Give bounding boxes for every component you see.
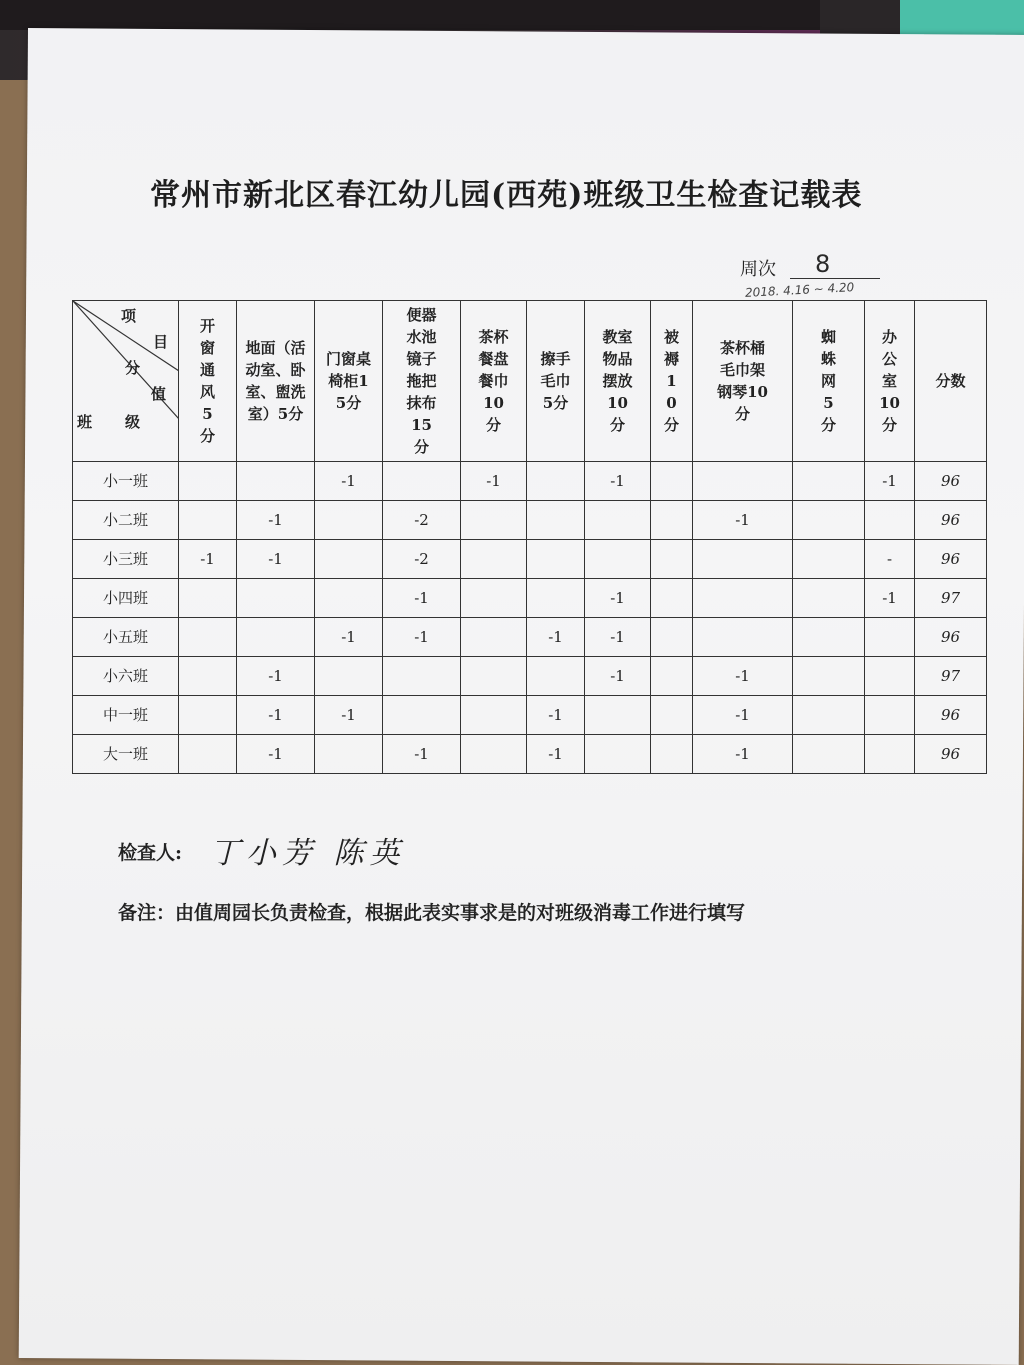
inspector-signature: 丁小芳 陈英: [210, 836, 406, 871]
deduction-cell: [865, 618, 915, 657]
deduction-cell: [585, 696, 651, 735]
deduction-cell: [793, 462, 865, 501]
deduction-cell: -1: [693, 735, 793, 774]
corner-class-char2: 级: [125, 413, 141, 431]
document-title: 常州市新北区春江幼儿园(西苑)班级卫生检查记载表: [150, 178, 863, 213]
corner-item-char: 项: [121, 307, 137, 325]
deduction-cell: [585, 735, 651, 774]
deduction-cell: -1: [527, 696, 585, 735]
deduction-cell: [179, 696, 237, 735]
deduction-cell: [179, 579, 237, 618]
deduction-cell: [461, 657, 527, 696]
deduction-cell: -1: [315, 618, 383, 657]
deduction-cell: -1: [693, 657, 793, 696]
deduction-cell: [585, 540, 651, 579]
col-header-window: 开窗通风5分: [179, 301, 237, 462]
col-header-toilet: 便器水池镜子拖把抹布15分: [383, 301, 461, 462]
deduction-cell: [461, 501, 527, 540]
deduction-cell: [527, 462, 585, 501]
deduction-cell: [793, 696, 865, 735]
corner-score-char: 分: [125, 359, 141, 377]
week-value: 8: [815, 250, 831, 278]
row-score-cell: 97: [915, 579, 987, 618]
header-row: [73, 301, 987, 462]
deduction-cell: [527, 540, 585, 579]
table-row: [73, 579, 987, 618]
deduction-cell: -1: [865, 579, 915, 618]
inspector-label: 检查人:: [118, 842, 183, 864]
deduction-cell: [383, 462, 461, 501]
date-note: 2018. 4.16 ~ 4.20: [744, 280, 855, 300]
table-row: [73, 618, 987, 657]
row-class-name: 小一班: [73, 462, 179, 501]
deduction-cell: [793, 540, 865, 579]
deduction-cell: [527, 657, 585, 696]
row-class-name: 小二班: [73, 501, 179, 540]
deduction-cell: -1: [693, 501, 793, 540]
deduction-cell: -1: [315, 696, 383, 735]
deduction-cell: -1: [461, 462, 527, 501]
remark-text: 备注：由值周园长负责检查，根据此表实事求是的对班级消毒工作进行填写: [118, 902, 746, 924]
deduction-cell: [865, 735, 915, 774]
week-label: 周次: [740, 259, 776, 280]
table-row: [73, 540, 987, 579]
deduction-cell: -1: [383, 618, 461, 657]
background-dark-strip: [0, 0, 830, 30]
table-body: [73, 462, 987, 774]
deduction-cell: [693, 462, 793, 501]
deduction-cell: -1: [315, 462, 383, 501]
table-row: [73, 501, 987, 540]
corner-item-char2: 目: [153, 333, 169, 351]
deduction-cell: [527, 501, 585, 540]
deduction-cell: -1: [237, 501, 315, 540]
deduction-cell: -1: [527, 618, 585, 657]
deduction-cell: [461, 540, 527, 579]
deduction-cell: [461, 735, 527, 774]
col-header-bedding: 被褥10分: [651, 301, 693, 462]
deduction-cell: [315, 657, 383, 696]
deduction-cell: [651, 735, 693, 774]
deduction-cell: [527, 579, 585, 618]
col-header-cup-bucket: 茶杯桶毛巾架钢琴10分: [693, 301, 793, 462]
deduction-cell: [461, 618, 527, 657]
row-class-name: 小四班: [73, 579, 179, 618]
deduction-cell: [179, 618, 237, 657]
col-header-cobweb: 蜘蛛网5分: [793, 301, 865, 462]
row-class-name: 大一班: [73, 735, 179, 774]
col-header-cups: 茶杯餐盘餐巾10分: [461, 301, 527, 462]
deduction-cell: [651, 501, 693, 540]
deduction-cell: [865, 657, 915, 696]
deduction-cell: [179, 735, 237, 774]
row-class-name: 小五班: [73, 618, 179, 657]
deduction-cell: [585, 501, 651, 540]
deduction-cell: -1: [237, 540, 315, 579]
table-row: [73, 735, 987, 774]
deduction-cell: [793, 501, 865, 540]
deduction-cell: [651, 696, 693, 735]
corner-header-cell: [73, 301, 179, 462]
deduction-cell: -1: [585, 579, 651, 618]
deduction-cell: [179, 501, 237, 540]
deduction-cell: [793, 735, 865, 774]
corner-score-char2: 值: [151, 385, 167, 403]
deduction-cell: -1: [585, 618, 651, 657]
deduction-cell: [693, 540, 793, 579]
deduction-cell: [793, 579, 865, 618]
deduction-cell: [651, 462, 693, 501]
row-score-cell: 96: [915, 735, 987, 774]
deduction-cell: -1: [383, 735, 461, 774]
row-score-cell: 96: [915, 540, 987, 579]
deduction-cell: -1: [527, 735, 585, 774]
deduction-cell: [315, 540, 383, 579]
deduction-cell: [651, 579, 693, 618]
col-header-office: 办公室10分: [865, 301, 915, 462]
deduction-cell: [693, 579, 793, 618]
deduction-cell: [865, 501, 915, 540]
row-score-cell: 96: [915, 501, 987, 540]
table-row: [73, 657, 987, 696]
col-header-floor: 地面（活动室、卧室、盥洗室）5分: [237, 301, 315, 462]
deduction-cell: [315, 735, 383, 774]
deduction-cell: -1: [585, 657, 651, 696]
deduction-cell: -1: [237, 696, 315, 735]
deduction-cell: [237, 462, 315, 501]
deduction-cell: [651, 618, 693, 657]
deduction-cell: [793, 657, 865, 696]
table-row: [73, 462, 987, 501]
deduction-cell: -: [865, 540, 915, 579]
deduction-cell: [693, 618, 793, 657]
deduction-cell: [461, 579, 527, 618]
col-header-score: 分数: [915, 301, 987, 462]
deduction-cell: [865, 696, 915, 735]
deduction-cell: [315, 501, 383, 540]
row-class-name: 小三班: [73, 540, 179, 579]
deduction-cell: -1: [693, 696, 793, 735]
deduction-cell: -1: [383, 579, 461, 618]
deduction-cell: -1: [237, 735, 315, 774]
deduction-cell: -1: [237, 657, 315, 696]
row-score-cell: 96: [915, 462, 987, 501]
col-header-towel: 擦手毛巾5分: [527, 301, 585, 462]
deduction-cell: [179, 462, 237, 501]
deduction-cell: -1: [585, 462, 651, 501]
inspection-table: [72, 300, 987, 774]
deduction-cell: [651, 657, 693, 696]
row-class-name: 小六班: [73, 657, 179, 696]
deduction-cell: [651, 540, 693, 579]
deduction-cell: -1: [865, 462, 915, 501]
table-row: [73, 696, 987, 735]
deduction-cell: [237, 579, 315, 618]
row-score-cell: 97: [915, 657, 987, 696]
deduction-cell: [179, 657, 237, 696]
deduction-cell: [315, 579, 383, 618]
col-header-doors: 门窗桌椅柜15分: [315, 301, 383, 462]
deduction-cell: [383, 696, 461, 735]
row-class-name: 中一班: [73, 696, 179, 735]
corner-class-char: 班: [77, 413, 93, 431]
deduction-cell: [383, 657, 461, 696]
deduction-cell: [793, 618, 865, 657]
week-underline: [790, 278, 880, 279]
deduction-cell: [237, 618, 315, 657]
row-score-cell: 96: [915, 618, 987, 657]
deduction-cell: -2: [383, 540, 461, 579]
deduction-cell: -2: [383, 501, 461, 540]
deduction-cell: [461, 696, 527, 735]
row-score-cell: 96: [915, 696, 987, 735]
deduction-cell: -1: [179, 540, 237, 579]
col-header-classroom: 教室物品摆放10分: [585, 301, 651, 462]
